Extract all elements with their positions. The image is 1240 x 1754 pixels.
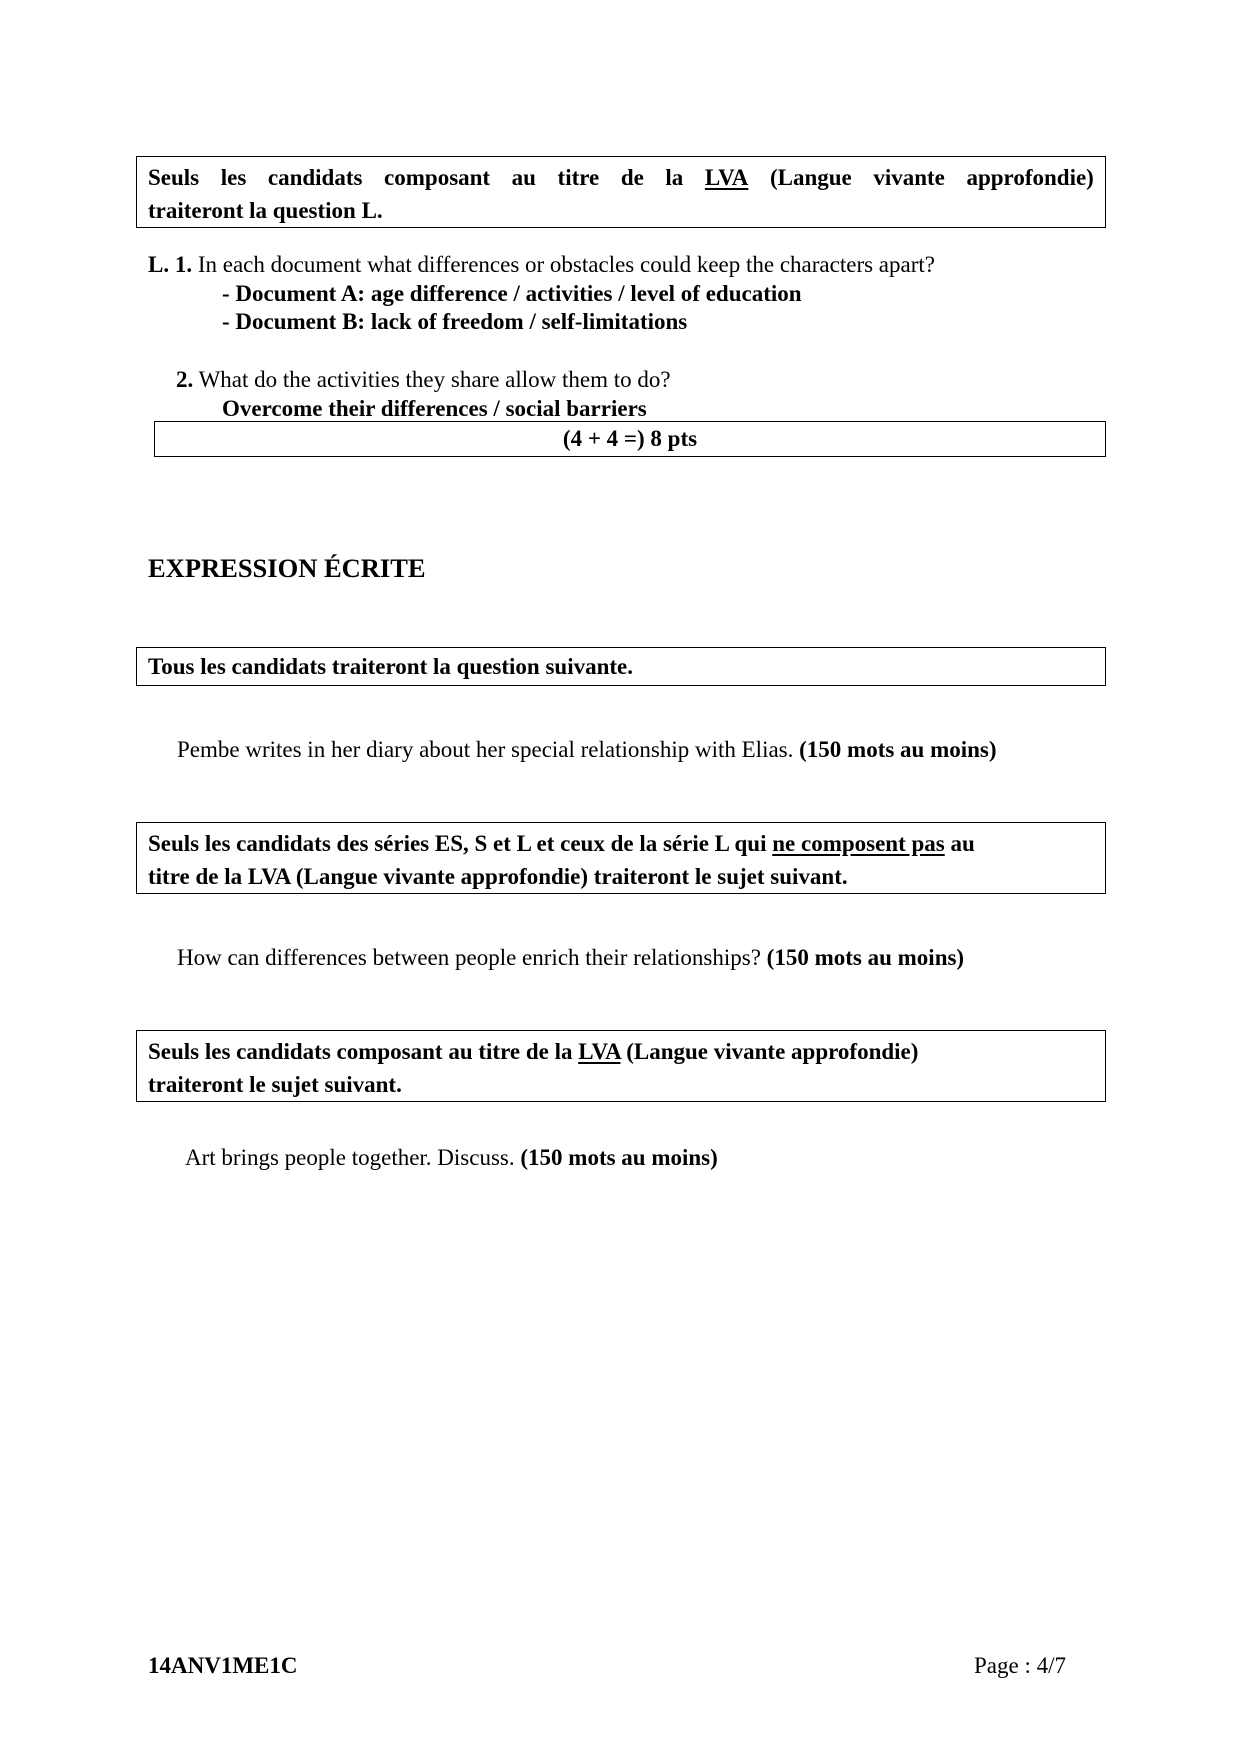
question-l1 <box>148 251 935 280</box>
lva-underlined: LVA <box>704 165 749 190</box>
all-candidates-text: Tous les candidats traiteront la question suivante. <box>148 654 633 679</box>
question-l2-label: 2. <box>176 367 194 392</box>
footer-code: 14ANV1ME1C <box>148 1653 298 1678</box>
lva-instruction-line1: Seuls les candidats composant au titre de la LVA (Langue vivante approfondie) <box>148 165 1094 190</box>
lva-instruction-line2: traiteront la question L. <box>148 198 383 223</box>
subject-3-word-count: (150 mots au moins) <box>520 1145 718 1170</box>
subject-2-word-count: (150 mots au moins) <box>766 945 965 970</box>
answer-question-2: Overcome their differences / social barriers <box>222 396 647 421</box>
series-instruction-line2: titre de la LVA (Langue vivante approfondie) traiteront le sujet suivant. <box>148 864 848 889</box>
question-l2 <box>176 366 671 395</box>
answer-document-a: - Document A: age difference / activities / level of education <box>222 281 802 306</box>
subject-1-word-count: (150 mots au moins) <box>799 737 997 762</box>
lva-subject-box <box>136 1030 1106 1102</box>
footer-page-number: Page : 4/7 <box>974 1653 1066 1678</box>
lva-instruction-box <box>136 156 1106 228</box>
subject-2-text: How can differences between people enrich their relationships? <box>177 945 761 970</box>
lva-subject-line1: Seuls les candidats composant au titre de la LVA (Langue vivante approfondie) <box>148 1039 919 1064</box>
series-underlined: ne composent pas <box>772 831 945 856</box>
subject-1 <box>177 736 997 765</box>
question-l1-label: L. 1. <box>148 252 193 277</box>
series-instruction-box <box>136 822 1106 894</box>
section-title: EXPRESSION ÉCRITE <box>148 553 426 583</box>
question-l2-text: What do the activities they share allow them to do? <box>198 367 671 392</box>
answer-document-b: - Document B: lack of freedom / self-limitations <box>222 309 688 334</box>
points-value: (4 + 4 =) 8 pts <box>562 426 698 451</box>
question-l1-text: In each document what differences or obstacles could keep the characters apart? <box>197 252 935 277</box>
points-box <box>154 421 1106 457</box>
subject-1-text: Pembe writes in her diary about her special relationship with Elias. <box>177 737 794 762</box>
series-instruction-line1: Seuls les candidats des séries ES, S et L et ceux de la série L qui ne composent pas au <box>148 831 975 856</box>
subject-3-text: Art brings people together. Discuss. <box>185 1145 515 1170</box>
subject-2 <box>177 944 964 973</box>
lva-subject-underlined: LVA <box>578 1039 621 1064</box>
all-candidates-box <box>136 647 1106 686</box>
subject-3 <box>185 1144 718 1173</box>
lva-subject-line2: traiteront le sujet suivant. <box>148 1072 402 1097</box>
